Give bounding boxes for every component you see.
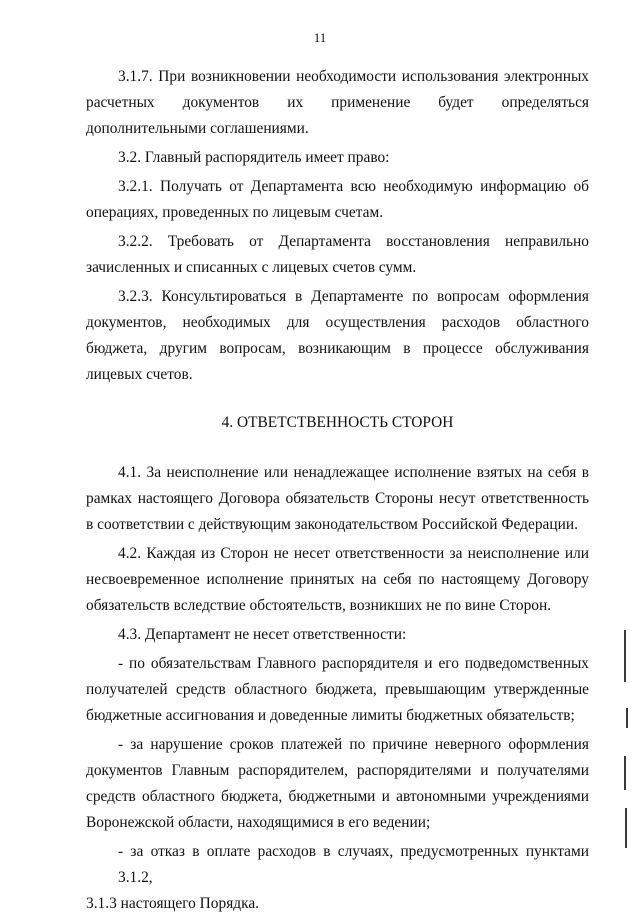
paragraph-first-line: 3.1.7. При возникновении необходимости использования электронных: [118, 68, 589, 85]
scan-mark: [626, 708, 628, 728]
list-item-obligations: [86, 651, 589, 729]
section-title: 4. ОТВЕТСТВЕННОСТЬ СТОРОН: [221, 414, 454, 431]
paragraph-4-3: [118, 622, 589, 648]
paragraph-3-2-3: [86, 284, 589, 388]
paragraph-3-2: [118, 145, 589, 171]
paragraph-continuation: несвоевременное исполнение принятых на себя по настоящему Договору обязательств вследствие обстоятельств, возникших не по вине Сторон.: [86, 571, 589, 614]
list-item-payment-refusal: [86, 839, 589, 917]
paragraph-continuation: 3.1.3 настоящего Порядка.: [86, 895, 260, 912]
paragraph-4-1: [86, 460, 589, 538]
paragraph-first-line: 3.2.1. Получать от Департамента всю необходимую информацию об: [118, 178, 589, 195]
page-number: 11: [313, 30, 327, 45]
paragraph-continuation: расчетных документов их применение будет определяться дополнительными соглашениями.: [86, 94, 589, 137]
paragraph-4-2: [86, 541, 589, 619]
paragraph-first-line: 4.2. Каждая из Сторон не несет ответственности за неисполнение или: [118, 545, 589, 562]
scan-edge-marks: [620, 630, 634, 850]
paragraph-first-line: 3.2. Главный распорядитель имеет право:: [118, 149, 390, 166]
paragraph-first-line: 4.3. Департамент не несет ответственности:: [118, 626, 407, 643]
paragraph-continuation: рамках настоящего Договора обязательств Стороны несут ответственность в соответствии с действующим законодательством Российской Федерации.: [86, 490, 589, 533]
paragraph-continuation: получателей средств областного бюджета, превышающим утвержденные бюджетные ассигнования и доведенные лимиты бюджетных обязательств;: [86, 681, 589, 724]
paragraph-first-line: 3.2.3. Консультироваться в Департаменте по вопросам оформления: [118, 288, 589, 305]
list-item-payment-deadlines: [86, 732, 589, 836]
paragraph-3-1-7: [86, 64, 589, 142]
paragraph-3-2-2: [86, 229, 589, 281]
paragraph-first-line: - по обязательствам Главного распорядителя и его подведомственных: [118, 655, 589, 672]
paragraph-continuation: зачисленных и списанных с лицевых счетов сумм.: [86, 259, 417, 276]
scan-mark: [624, 630, 626, 682]
document-body: [86, 64, 589, 920]
paragraph-continuation: документов, необходимых для осуществления расходов областного бюджета, другим вопросам, возникающим в процессе обслуживания лицевых счетов.: [86, 314, 589, 383]
paragraph-continuation: операциях, проведенных по лицевым счетам.: [86, 204, 384, 221]
scan-mark: [624, 756, 626, 790]
paragraph-first-line: - за нарушение сроков платежей по причине неверного оформления: [118, 736, 589, 753]
scan-mark: [625, 808, 627, 848]
paragraph-first-line: - за отказ в оплате расходов в случаях, предусмотренных пунктами 3.1.2,: [118, 843, 589, 886]
paragraph-3-2-1: [86, 174, 589, 226]
paragraph-first-line: 4.1. За неисполнение или ненадлежащее исполнение взятых на себя в: [118, 464, 589, 481]
paragraph-first-line: 3.2.2. Требовать от Департамента восстановления неправильно: [118, 233, 589, 250]
paragraph-continuation: документов Главным распорядителем, распорядителями и получателями средств областного бюджета, бюджетными и автономными учреждениями Воронежской области, находящимися в его ведении;: [86, 762, 589, 831]
